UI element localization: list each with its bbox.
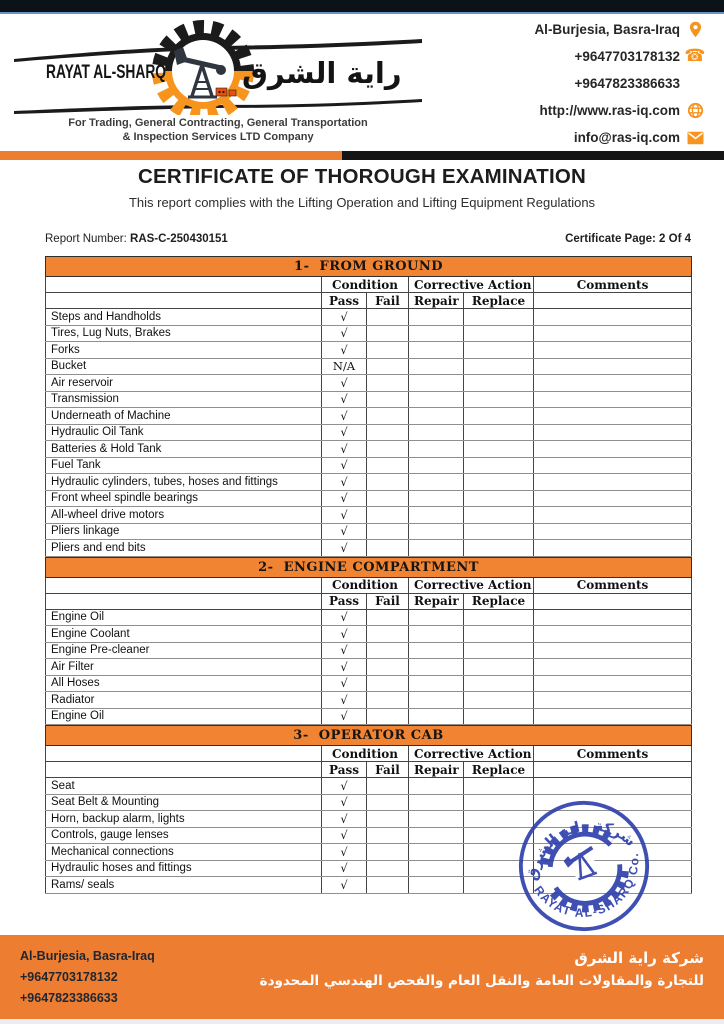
repair-header: Repair	[409, 762, 464, 778]
comments-cell	[534, 642, 692, 659]
contact-text: http://www.ras-iq.com	[539, 103, 680, 118]
repair-cell	[409, 325, 464, 342]
divider-black-segment	[342, 151, 724, 160]
section-table	[45, 557, 692, 726]
repair-cell	[409, 794, 464, 811]
company-tagline	[10, 116, 426, 144]
item-label: Engine Oil	[46, 609, 322, 626]
table-row	[46, 490, 692, 507]
replace-cell	[464, 358, 534, 375]
pass-mark: √	[322, 523, 367, 540]
table-row	[46, 325, 692, 342]
replace-cell	[464, 375, 534, 392]
column-group-header-row	[46, 277, 692, 293]
top-navy-bar	[0, 0, 724, 14]
item-label: Engine Pre-cleaner	[46, 642, 322, 659]
section-header-row	[46, 557, 692, 577]
footer-phone-1: +9647703178132	[20, 970, 118, 984]
fail-header: Fail	[367, 293, 409, 309]
pass-mark: N/A	[322, 358, 367, 375]
comments-cell	[534, 675, 692, 692]
blank-cell	[46, 593, 322, 609]
item-label: Radiator	[46, 692, 322, 709]
divider-orange-segment	[0, 151, 342, 160]
item-label: Bucket	[46, 358, 322, 375]
contact-row	[410, 124, 710, 151]
repair-cell	[409, 424, 464, 441]
column-sub-header-row	[46, 762, 692, 778]
pass-mark: √	[322, 860, 367, 877]
fail-cell	[367, 358, 409, 375]
repair-cell	[409, 844, 464, 861]
replace-cell	[464, 342, 534, 359]
fail-cell	[367, 391, 409, 408]
table-row	[46, 626, 692, 643]
replace-cell	[464, 708, 534, 725]
fail-cell	[367, 675, 409, 692]
globe-icon	[680, 101, 710, 121]
pass-mark: √	[322, 794, 367, 811]
fail-cell	[367, 860, 409, 877]
table-row	[46, 474, 692, 491]
repair-cell	[409, 391, 464, 408]
pass-mark: √	[322, 675, 367, 692]
table-row	[46, 375, 692, 392]
location-pin-icon	[680, 20, 710, 40]
fail-cell	[367, 457, 409, 474]
pass-mark: √	[322, 540, 367, 557]
pass-mark: √	[322, 342, 367, 359]
comments-cell	[534, 507, 692, 524]
blank-cell	[46, 762, 322, 778]
comments-cell	[534, 474, 692, 491]
replace-cell	[464, 309, 534, 326]
comments-cell	[534, 609, 692, 626]
item-label: All-wheel drive motors	[46, 507, 322, 524]
comments-cell	[534, 457, 692, 474]
pass-mark: √	[322, 441, 367, 458]
replace-cell	[464, 507, 534, 524]
column-group-header-row	[46, 577, 692, 593]
replace-cell	[464, 675, 534, 692]
table-row	[46, 342, 692, 359]
pass-mark: √	[322, 626, 367, 643]
fail-cell	[367, 309, 409, 326]
page-subtitle: This report complies with the Lifting Operation and Lifting Equipment Regulations	[128, 195, 596, 210]
repair-cell	[409, 457, 464, 474]
comments-cell	[534, 441, 692, 458]
replace-header: Replace	[464, 293, 534, 309]
certificate-page-indicator: Certificate Page: 2 Of 4	[565, 233, 691, 245]
page-footer	[0, 935, 724, 1019]
pass-mark: √	[322, 474, 367, 491]
footer-company-arabic	[260, 946, 704, 1019]
pass-mark: √	[322, 375, 367, 392]
repair-header: Repair	[409, 593, 464, 609]
item-label: Engine Oil	[46, 708, 322, 725]
item-label: Hydraulic Oil Tank	[46, 424, 322, 441]
comments-cell	[534, 424, 692, 441]
fail-header: Fail	[367, 593, 409, 609]
fail-cell	[367, 642, 409, 659]
item-label: Seat	[46, 778, 322, 795]
table-row	[46, 358, 692, 375]
table-row	[46, 507, 692, 524]
replace-header: Replace	[464, 593, 534, 609]
comments-cell	[534, 342, 692, 359]
table-row	[46, 309, 692, 326]
item-label: Pliers linkage	[46, 523, 322, 540]
replace-cell	[464, 609, 534, 626]
report-number-label: Report Number:	[45, 233, 131, 245]
repair-cell	[409, 375, 464, 392]
fail-cell	[367, 877, 409, 894]
blank-cell	[46, 293, 322, 309]
column-group-header-row	[46, 746, 692, 762]
fail-cell	[367, 844, 409, 861]
blank-cell	[534, 762, 692, 778]
condition-header: Condition	[322, 577, 409, 593]
table-row	[46, 457, 692, 474]
replace-cell	[464, 441, 534, 458]
pass-mark: √	[322, 424, 367, 441]
item-label: Engine Coolant	[46, 626, 322, 643]
fail-cell	[367, 811, 409, 828]
repair-cell	[409, 708, 464, 725]
pass-mark: √	[322, 778, 367, 795]
phone-icon: ☎	[684, 46, 706, 66]
pass-mark: √	[322, 325, 367, 342]
blank-cell	[534, 593, 692, 609]
comments-cell	[534, 309, 692, 326]
comments-cell	[534, 408, 692, 425]
contact-row	[410, 43, 710, 70]
brand-name-en: RAYAT AL-SHARQ	[46, 62, 166, 83]
fail-cell	[367, 325, 409, 342]
fail-cell	[367, 474, 409, 491]
repair-cell	[409, 811, 464, 828]
repair-cell	[409, 441, 464, 458]
fail-cell	[367, 490, 409, 507]
table-row	[46, 391, 692, 408]
repair-cell	[409, 609, 464, 626]
report-number	[45, 233, 228, 245]
comments-cell	[534, 325, 692, 342]
table-row	[46, 523, 692, 540]
repair-cell	[409, 626, 464, 643]
pass-mark: √	[322, 844, 367, 861]
repair-cell	[409, 408, 464, 425]
item-label: Transmission	[46, 391, 322, 408]
fail-cell	[367, 375, 409, 392]
corrective-action-header: Corrective Action	[409, 746, 534, 762]
footer-address: Al-Burjesia, Basra-Iraq	[20, 949, 155, 963]
column-sub-header-row	[46, 293, 692, 309]
contact-info-block	[410, 16, 710, 151]
envelope-icon	[680, 128, 710, 148]
fail-cell	[367, 609, 409, 626]
section-title: 2- ENGINE COMPARTMENT	[46, 557, 692, 577]
replace-cell	[464, 474, 534, 491]
footer-company-name-ar: شركة راية الشرق	[574, 949, 704, 967]
replace-cell	[464, 778, 534, 795]
repair-cell	[409, 642, 464, 659]
repair-cell	[409, 358, 464, 375]
fail-cell	[367, 659, 409, 676]
replace-cell	[464, 391, 534, 408]
item-label: Batteries & Hold Tank	[46, 441, 322, 458]
table-row	[46, 424, 692, 441]
comments-cell	[534, 358, 692, 375]
table-row	[46, 708, 692, 725]
item-label: Hydraulic hoses and fittings	[46, 860, 322, 877]
item-label: Steps and Handholds	[46, 309, 322, 326]
footer-company-desc-ar: للتجارة والمقاولات العامة والنقل العام والفحص الهندسي المحدودة	[259, 973, 704, 989]
comments-cell	[534, 692, 692, 709]
replace-cell	[464, 325, 534, 342]
column-sub-header-row	[46, 593, 692, 609]
replace-cell	[464, 540, 534, 557]
pass-mark: √	[322, 457, 367, 474]
blank-cell	[534, 293, 692, 309]
header-divider-band	[0, 151, 724, 160]
table-row	[46, 675, 692, 692]
table-row	[46, 540, 692, 557]
contact-text: info@ras-iq.com	[573, 130, 680, 145]
pass-mark: √	[322, 642, 367, 659]
replace-cell	[464, 457, 534, 474]
stamp-text-arabic: شركة راية الشرق	[523, 817, 639, 883]
brand-name-ar: راية الشرق	[242, 56, 402, 90]
replace-cell	[464, 408, 534, 425]
fail-cell	[367, 408, 409, 425]
fail-cell	[367, 692, 409, 709]
section-title: 3- OPERATOR CAB	[46, 726, 692, 746]
comments-cell	[534, 490, 692, 507]
comments-header: Comments	[534, 277, 692, 293]
repair-cell	[409, 507, 464, 524]
repair-cell	[409, 778, 464, 795]
tagline-line1: For Trading, General Contracting, General Transportation	[68, 117, 368, 129]
comments-cell	[534, 375, 692, 392]
item-label: Air reservoir	[46, 375, 322, 392]
table-row	[46, 441, 692, 458]
replace-cell	[464, 659, 534, 676]
repair-header: Repair	[409, 293, 464, 309]
comments-cell	[534, 708, 692, 725]
repair-cell	[409, 860, 464, 877]
repair-cell	[409, 490, 464, 507]
pass-mark: √	[322, 309, 367, 326]
table-row	[46, 642, 692, 659]
pass-mark: √	[322, 391, 367, 408]
blank-cell	[46, 277, 322, 293]
replace-header: Replace	[464, 762, 534, 778]
pass-mark: √	[322, 692, 367, 709]
fail-cell	[367, 441, 409, 458]
footer-phone-2: +9647823386633	[20, 991, 118, 1005]
item-label: All Hoses	[46, 675, 322, 692]
replace-cell	[464, 490, 534, 507]
pass-mark: √	[322, 877, 367, 894]
report-meta-row	[45, 233, 691, 245]
condition-header: Condition	[322, 746, 409, 762]
repair-cell	[409, 827, 464, 844]
item-label: Seat Belt & Mounting	[46, 794, 322, 811]
comments-header: Comments	[534, 746, 692, 762]
replace-cell	[464, 424, 534, 441]
replace-cell	[464, 626, 534, 643]
table-row	[46, 609, 692, 626]
pass-mark: √	[322, 708, 367, 725]
none	[680, 74, 710, 94]
item-label: Controls, gauge lenses	[46, 827, 322, 844]
pass-header: Pass	[322, 593, 367, 609]
contact-text: +9647703178132	[574, 49, 680, 64]
pass-mark: √	[322, 490, 367, 507]
pass-mark: √	[322, 827, 367, 844]
stamp-text-english: RAYAT AL-SHARQ Co.	[531, 851, 642, 921]
fail-cell	[367, 827, 409, 844]
contact-row	[410, 70, 710, 97]
comments-header: Comments	[534, 577, 692, 593]
item-label: Horn, backup alarm, lights	[46, 811, 322, 828]
corrective-action-header: Corrective Action	[409, 577, 534, 593]
corrective-action-header: Corrective Action	[409, 277, 534, 293]
repair-cell	[409, 342, 464, 359]
contact-text: +9647823386633	[574, 76, 680, 91]
item-label: Mechanical connections	[46, 844, 322, 861]
fail-cell	[367, 626, 409, 643]
contact-text: Al-Burjesia, Basra-Iraq	[534, 22, 680, 37]
section-header-row	[46, 257, 692, 277]
fail-header: Fail	[367, 762, 409, 778]
fail-cell	[367, 778, 409, 795]
comments-cell	[534, 391, 692, 408]
repair-cell	[409, 675, 464, 692]
fail-cell	[367, 540, 409, 557]
comments-cell	[534, 540, 692, 557]
item-label: Underneath of Machine	[46, 408, 322, 425]
repair-cell	[409, 474, 464, 491]
repair-cell	[409, 523, 464, 540]
replace-cell	[464, 523, 534, 540]
section-title: 1- FROM GROUND	[46, 257, 692, 277]
tagline-line2: & Inspection Services LTD Company	[122, 131, 314, 143]
item-label: Tires, Lug Nuts, Brakes	[46, 325, 322, 342]
repair-cell	[409, 309, 464, 326]
report-number-value: RAS-C-250430151	[130, 233, 228, 245]
pass-mark: √	[322, 408, 367, 425]
blank-cell	[46, 577, 322, 593]
page-title: CERTIFICATE OF THOROUGH EXAMINATION	[137, 165, 587, 188]
replace-cell	[464, 692, 534, 709]
condition-header: Condition	[322, 277, 409, 293]
pass-mark: √	[322, 659, 367, 676]
repair-cell	[409, 692, 464, 709]
item-label: Fuel Tank	[46, 457, 322, 474]
item-label: Front wheel spindle bearings	[46, 490, 322, 507]
footer-contact-block	[20, 946, 155, 1019]
stamp-pump-jack	[562, 845, 602, 882]
item-label: Pliers and end bits	[46, 540, 322, 557]
item-label: Air Filter	[46, 659, 322, 676]
item-label: Hydraulic cylinders, tubes, hoses and fittings	[46, 474, 322, 491]
contact-row	[410, 97, 710, 124]
pass-header: Pass	[322, 762, 367, 778]
repair-cell	[409, 877, 464, 894]
pass-header: Pass	[322, 293, 367, 309]
fail-cell	[367, 342, 409, 359]
table-row	[46, 692, 692, 709]
fail-cell	[367, 507, 409, 524]
fail-cell	[367, 794, 409, 811]
comments-cell	[534, 626, 692, 643]
pass-mark: √	[322, 609, 367, 626]
bottom-strip	[0, 1019, 724, 1024]
company-stamp	[516, 798, 652, 934]
section-table	[45, 256, 692, 557]
item-label: Rams/ seals	[46, 877, 322, 894]
fail-cell	[367, 708, 409, 725]
fail-cell	[367, 523, 409, 540]
comments-cell	[534, 659, 692, 676]
pass-mark: √	[322, 811, 367, 828]
repair-cell	[409, 659, 464, 676]
section-header-row	[46, 726, 692, 746]
company-logo	[10, 15, 426, 115]
fail-cell	[367, 424, 409, 441]
blank-cell	[46, 746, 322, 762]
item-label: Forks	[46, 342, 322, 359]
contact-row	[410, 16, 710, 43]
table-row	[46, 659, 692, 676]
replace-cell	[464, 642, 534, 659]
comments-cell	[534, 523, 692, 540]
table-row	[46, 408, 692, 425]
repair-cell	[409, 540, 464, 557]
pass-mark: √	[322, 507, 367, 524]
